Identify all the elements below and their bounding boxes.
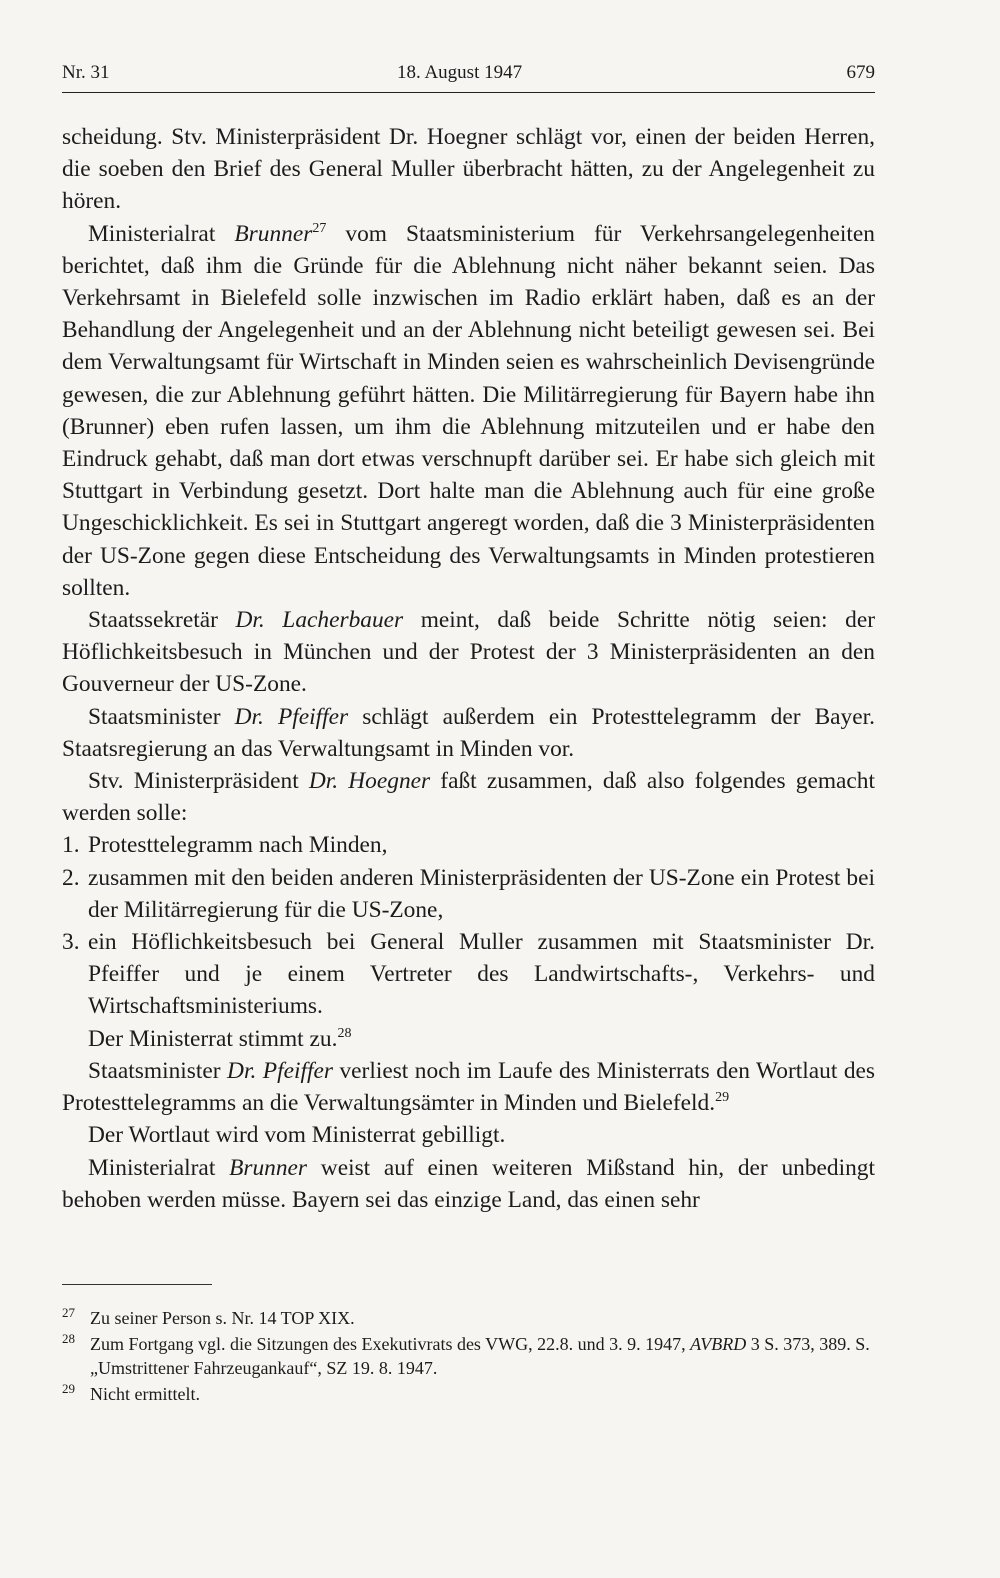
paragraph-9: [62, 1152, 875, 1216]
p5-text: faßt zusammen, daß also folgendes gemacht werden solle:: [62, 768, 875, 827]
list-number: 2.: [62, 864, 80, 891]
header-date: 18. August 1947: [397, 62, 523, 83]
list-number: 1.: [62, 832, 80, 859]
p3-text: meint, daß beide Schritte nötig seien: der Höflichkeitsbesuch in München und der Protest der 3 Ministerpräsidenten an den Gouverneur der US-Zone.: [62, 607, 875, 698]
body-text: [62, 121, 875, 1216]
footnote-number: 27: [62, 1305, 75, 1320]
paragraph-3: [62, 604, 875, 701]
footnote-italic: AVBRD: [690, 1334, 747, 1354]
footnote: [62, 1382, 875, 1406]
footnote-ref: 27: [312, 220, 327, 236]
footnote-divider: [62, 1284, 212, 1285]
p7-lead: Staatsminister: [88, 1057, 228, 1084]
footnote: [62, 1332, 875, 1380]
p9-text: weist auf einen weiteren Mißstand hin, der unbedingt behoben werden müsse. Bayern sei das einzige Land, das einen sehr: [62, 1154, 875, 1213]
p5-lead: Stv. Ministerpräsident: [88, 768, 309, 795]
speaker-name: Dr. Lacherbauer: [235, 607, 404, 634]
paragraph-5: [62, 765, 875, 829]
page-number: 679: [846, 62, 875, 83]
p6-text: Der Ministerrat stimmt zu.: [88, 1025, 338, 1052]
footnote-ref: 29: [715, 1090, 730, 1106]
footnote-text: Nicht ermittelt.: [90, 1384, 200, 1404]
list-text: zusammen mit den beiden anderen Ministerpräsidenten der US-Zone ein Protest bei der Militärregierung für die US-Zone,: [88, 864, 875, 923]
page-header: [62, 58, 875, 93]
paragraph-6: [62, 1023, 875, 1055]
footnote-text: Zum Fortgang vgl. die Sitzungen des Exekutivrats des VWG, 22.8. und 3. 9. 1947,: [90, 1334, 691, 1354]
list-item: [62, 862, 875, 926]
paragraph-7: [62, 1055, 875, 1119]
footnote-number: 29: [62, 1381, 75, 1396]
p3-lead: Staatssekretär: [88, 607, 236, 634]
list-text: ein Höflichkeitsbesuch bei General Muller zusammen mit Staatsminister Dr. Pfeiffer und je einem Vertreter des Landwirtschafts-, Verkehrs- und Wirtschaftsministeriums.: [88, 929, 875, 1020]
footnote: [62, 1306, 875, 1330]
speaker-name: Dr. Pfeiffer: [227, 1057, 333, 1084]
footnote-text: Zu seiner Person s. Nr. 14 TOP XIX.: [90, 1308, 355, 1328]
paragraph-8: Der Wortlaut wird vom Ministerrat gebilligt.: [88, 1122, 506, 1149]
paragraph-2: [62, 218, 875, 604]
paragraph-1: scheidung. Stv. Ministerpräsident Dr. Hoegner schlägt vor, einen der beiden Herren, die soeben den Brief des General Muller überbracht hätten, zu der Angelegenheit zu hören.: [62, 124, 875, 215]
document-number: Nr. 31: [62, 62, 110, 83]
p4-text: schlägt außerdem ein Protesttelegramm der Bayer. Staatsregierung an das Verwaltungsamt in Minden vor.: [62, 703, 875, 762]
footnote-number: 28: [62, 1331, 75, 1346]
list-item: [62, 926, 875, 1023]
speaker-name: Dr. Hoegner: [308, 768, 431, 795]
footnote-text: 3 S. 373, 389. S. „Umstrittener Fahrzeugankauf“, SZ 19. 8. 1947.: [90, 1334, 870, 1378]
footnote-ref: 28: [337, 1025, 352, 1041]
paragraph-4: [62, 701, 875, 765]
speaker-name: Brunner: [234, 220, 313, 247]
speaker-name: Dr. Pfeiffer: [234, 703, 349, 730]
p2-lead: Ministerialrat: [88, 220, 235, 247]
p7-text: verliest noch im Laufe des Ministerrats den Wortlaut des Protesttelegramms an die Verwaltungsämter in Minden und Bielefeld.: [62, 1057, 876, 1117]
list-number: 3.: [62, 929, 80, 956]
list-text: Protesttelegramm nach Minden,: [88, 832, 388, 859]
p2-text: vom Staatsministerium für Verkehrsangelegenheiten berichtet, daß ihm die Gründe für die Ablehnung nicht näher bekannt seien. Das Verkehrsamt in Bielefeld solle inzwischen im Radio erklärt haben, daß es an der Behandlung der Angelegenheit und an der Ablehnung nicht beteiligt gewesen sei. Bei dem Verwaltungsamt für Wirtschaft in Minden seien es wahrscheinlich Devisengründe gewesen, die zur Ablehnung geführt hätten. Die Militärregierung für Bayern habe ihn (Brunner) eben rufen lassen, um ihm die Ablehnung mitzuteilen und er habe den Eindruck gehabt, daß man dort etwas verschnupft darüber sei. Er habe sich gleich mit Stuttgart in Verbindung gesetzt. Dort halte man die Ablehnung auch für eine große Ungeschicklichkeit. Es sei in Stuttgart angeregt worden, daß die 3 Ministerpräsidenten der US-Zone gegen diese Entscheidung des Verwaltungsamts in Minden protestieren sollten.: [62, 220, 875, 601]
footnotes: [62, 1306, 875, 1408]
list-item: [62, 829, 875, 861]
p4-lead: Staatsminister: [88, 703, 235, 730]
speaker-name: Brunner: [229, 1154, 308, 1181]
p9-lead: Ministerialrat: [88, 1154, 230, 1181]
